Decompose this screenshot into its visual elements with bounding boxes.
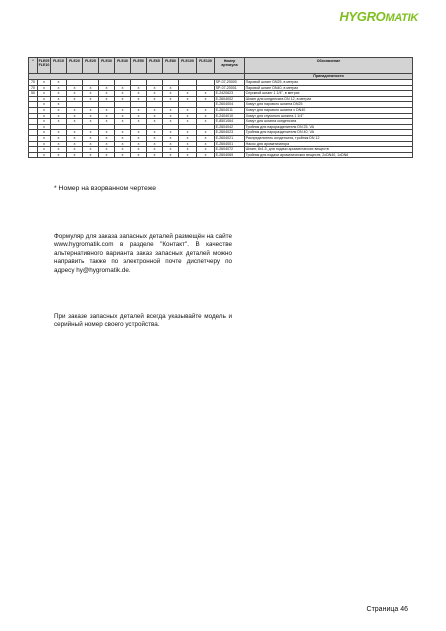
model-mark-cell: x (83, 135, 99, 141)
model-mark-cell: x (83, 107, 99, 113)
column-header: FLE80 (163, 58, 179, 74)
model-mark-cell: x (115, 141, 131, 147)
model-mark-cell: x (163, 130, 179, 136)
model-mark-cell: x (51, 130, 67, 136)
model-mark-cell: x (179, 119, 197, 125)
model-mark-cell: x (197, 141, 215, 147)
description-cell: Хомут для парового шланга DN25 (245, 102, 413, 108)
model-mark-cell: x (163, 107, 179, 113)
model-mark-cell: x (83, 152, 99, 158)
footnote: * Номер на взорванном чертеже (54, 185, 157, 192)
article-number-cell: E-8501064 (215, 119, 245, 125)
model-mark-cell: x (115, 135, 131, 141)
model-mark-cell: x (67, 113, 83, 119)
model-mark-cell: x (179, 147, 197, 153)
model-mark-cell: x (115, 119, 131, 125)
article-number-cell: E-2604072 (215, 147, 245, 153)
table-header-row (29, 58, 413, 74)
model-mark-cell: x (147, 130, 163, 136)
column-header: FLE30 (99, 58, 115, 74)
description-cell: Шланг для конденсата DN 12, в метрах (245, 96, 413, 102)
model-mark-cell: x (38, 96, 51, 102)
model-mark-cell: x (131, 130, 147, 136)
model-mark-cell: x (131, 152, 147, 158)
model-mark-cell: x (51, 96, 67, 102)
model-mark-cell: x (147, 119, 163, 125)
model-mark-cell: x (147, 85, 163, 91)
page-number: Страница 46 (366, 606, 408, 613)
model-mark-cell: x (83, 119, 99, 125)
article-number-cell: E-2604021 (215, 135, 245, 141)
description-cell: Спускной шланг 1 1/4", в метрах (245, 91, 413, 97)
hygromatik-logo (339, 9, 418, 24)
model-mark-cell: x (131, 107, 147, 113)
model-mark-cell: x (131, 135, 147, 141)
column-header: FLE40 (115, 58, 131, 74)
model-mark-cell: x (131, 141, 147, 147)
model-mark-cell: x (197, 152, 215, 158)
order-note-paragraph: При заказе запасных деталей всегда указывайте модель и серийный номер своего устройства. (54, 313, 232, 329)
column-header: Обозначение (245, 58, 413, 74)
model-mark-cell: x (99, 96, 115, 102)
description-cell: Паровой шланг DN25, в метрах (245, 80, 413, 86)
model-mark-cell: x (197, 119, 215, 125)
model-mark-cell: x (51, 91, 67, 97)
description-cell: Распределитель конденсата, тройник DN 12 (245, 135, 413, 141)
model-mark-cell: x (67, 107, 83, 113)
position-cell: 70 (29, 85, 38, 91)
article-number-cell: E-2604011 (215, 107, 245, 113)
model-mark-cell: x (51, 119, 67, 125)
article-number-cell: E-2604002 (215, 96, 245, 102)
table-row (29, 152, 413, 158)
model-mark-cell: x (51, 152, 67, 158)
model-mark-cell: x (147, 135, 163, 141)
column-header: FLE15 (51, 58, 67, 74)
model-mark-cell: x (163, 91, 179, 97)
description-cell: Тройник для пароразделителя DN 40, VA (245, 130, 413, 136)
model-mark-cell: x (38, 124, 51, 130)
model-mark-cell: x (163, 85, 179, 91)
column-header: FLE20 (67, 58, 83, 74)
column-header: FLE130 (197, 58, 215, 74)
model-mark-cell: x (115, 113, 131, 119)
model-mark-cell: x (147, 152, 163, 158)
model-mark-cell: x (83, 113, 99, 119)
model-mark-cell: x (179, 113, 197, 119)
section-label: Принадлежности (245, 74, 413, 80)
model-mark-cell: x (51, 113, 67, 119)
model-mark-cell: x (51, 80, 67, 86)
model-mark-cell: x (179, 152, 197, 158)
model-mark-cell: x (38, 85, 51, 91)
model-mark-cell: x (163, 141, 179, 147)
model-mark-cell: x (83, 96, 99, 102)
model-mark-cell: x (163, 152, 179, 158)
model-mark-cell: x (99, 85, 115, 91)
model-mark-cell: x (83, 91, 99, 97)
model-mark-cell: x (99, 113, 115, 119)
position-cell (29, 152, 38, 158)
position-cell: 70 (29, 80, 38, 86)
description-cell: Хомут для спускного шланга 1 1/4" (245, 113, 413, 119)
column-header: FLE50 (131, 58, 147, 74)
model-mark-cell: x (51, 102, 67, 108)
model-mark-cell: x (197, 91, 215, 97)
model-mark-cell: x (131, 147, 147, 153)
model-mark-cell: x (115, 91, 131, 97)
model-mark-cell: x (38, 141, 51, 147)
model-mark-cell: x (131, 96, 147, 102)
model-mark-cell: x (115, 107, 131, 113)
model-mark-cell: x (163, 96, 179, 102)
logo-part-2: MATIK (385, 12, 418, 24)
description-cell: Тройник для подачи ароматических веществ, 2xDN40, 1xDN6 (245, 152, 413, 158)
model-mark-cell: x (179, 141, 197, 147)
model-mark-cell: x (147, 147, 163, 153)
description-cell: Паровой шланг DN40, в метрах (245, 85, 413, 91)
model-mark-cell: x (179, 130, 197, 136)
position-cell: 50 (29, 91, 38, 97)
model-mark-cell: x (115, 152, 131, 158)
model-mark-cell: x (179, 107, 197, 113)
model-mark-cell: x (67, 147, 83, 153)
model-mark-cell: x (67, 85, 83, 91)
model-mark-cell: x (83, 130, 99, 136)
model-mark-cell: x (147, 96, 163, 102)
article-number-cell: E-2420623 (215, 91, 245, 97)
model-mark-cell: x (83, 147, 99, 153)
model-mark-cell: x (38, 91, 51, 97)
model-mark-cell: x (115, 130, 131, 136)
model-mark-cell: x (38, 135, 51, 141)
model-mark-cell: x (131, 91, 147, 97)
description-cell: Насос для ароматизатора (245, 141, 413, 147)
model-mark-cell: x (147, 113, 163, 119)
model-mark-cell: x (197, 135, 215, 141)
model-mark-cell: x (67, 130, 83, 136)
model-mark-cell: x (163, 119, 179, 125)
column-header: FLE25 (83, 58, 99, 74)
article-number-cell: E-2604023 (215, 130, 245, 136)
logo-part-1: HYGRO (339, 9, 386, 24)
model-mark-cell: x (51, 147, 67, 153)
article-number-cell: SP-07-20000 (215, 80, 245, 86)
model-mark-cell: x (197, 107, 215, 113)
model-mark-cell: x (147, 141, 163, 147)
model-mark-cell: x (197, 130, 215, 136)
model-mark-cell: x (99, 135, 115, 141)
model-mark-cell: x (38, 107, 51, 113)
model-mark-cell: x (163, 147, 179, 153)
model-mark-cell: x (179, 135, 197, 141)
model-mark-cell: x (38, 119, 51, 125)
model-mark-cell: x (197, 96, 215, 102)
model-mark-cell: x (67, 96, 83, 102)
model-mark-cell: x (67, 152, 83, 158)
model-mark-cell: x (179, 96, 197, 102)
model-mark-cell: x (67, 91, 83, 97)
model-mark-cell: x (99, 91, 115, 97)
article-number-cell: E-2604001 (215, 141, 245, 147)
description-cell: Тройник для пароразделителя DN 25, VA (245, 124, 413, 130)
model-mark-cell: x (83, 85, 99, 91)
article-number-cell: E-2604004 (215, 102, 245, 108)
model-mark-cell: x (99, 130, 115, 136)
model-mark-cell: x (131, 85, 147, 91)
model-mark-cell: x (99, 141, 115, 147)
model-mark-cell: x (99, 152, 115, 158)
order-form-paragraph: Формуляр для заказа запасных деталей размещён на сайте www.hygromatik.com в разделе "Контакт". В качестве альтернативного варианта заказ запасных деталей можно направить также по электронной почте диспетчеру по адресу hy@hygromatik.de. (54, 233, 232, 274)
model-mark-cell: x (163, 113, 179, 119)
article-number-cell: E-2604069 (215, 152, 245, 158)
model-mark-cell: x (197, 147, 215, 153)
model-mark-cell: x (38, 80, 51, 86)
model-mark-cell: x (197, 113, 215, 119)
model-mark-cell: x (99, 119, 115, 125)
model-mark-cell: x (51, 107, 67, 113)
model-mark-cell: x (115, 96, 131, 102)
model-mark-cell: x (99, 107, 115, 113)
model-mark-cell: x (147, 107, 163, 113)
model-mark-cell: x (179, 91, 197, 97)
column-header: FLE100 (179, 58, 197, 74)
model-mark-cell: x (38, 130, 51, 136)
model-mark-cell: x (38, 113, 51, 119)
column-header: FLE65 (147, 58, 163, 74)
description-cell: Хомут для шланга конденсата (245, 119, 413, 125)
model-mark-cell: x (51, 141, 67, 147)
model-mark-cell: x (38, 152, 51, 158)
model-mark-cell: x (115, 147, 131, 153)
model-mark-cell: x (115, 85, 131, 91)
model-mark-cell: x (99, 147, 115, 153)
model-mark-cell: x (51, 85, 67, 91)
column-header: * (29, 58, 38, 74)
model-mark-cell: x (38, 102, 51, 108)
article-number-cell: E-2604042 (215, 124, 245, 130)
description-cell: Хомут для парового шланга x DN40 (245, 107, 413, 113)
model-mark-cell: x (131, 113, 147, 119)
model-mark-cell: x (67, 135, 83, 141)
model-mark-cell: x (67, 141, 83, 147)
model-mark-cell: x (38, 147, 51, 153)
column-header: Номер артикула (215, 58, 245, 74)
description-cell: Шланг, 8x1.5, для подачи ароматических веществ (245, 147, 413, 153)
article-number-cell: SP-07-20001 (215, 85, 245, 91)
model-mark-cell: x (147, 91, 163, 97)
model-mark-cell: x (163, 135, 179, 141)
model-mark-cell: x (67, 119, 83, 125)
column-header: FLE05 FLE10 (38, 58, 51, 74)
spare-parts-table (28, 57, 413, 158)
model-mark-cell: x (51, 135, 67, 141)
article-number-cell: E-2404010 (215, 113, 245, 119)
model-mark-cell: x (131, 119, 147, 125)
model-mark-cell: x (83, 141, 99, 147)
